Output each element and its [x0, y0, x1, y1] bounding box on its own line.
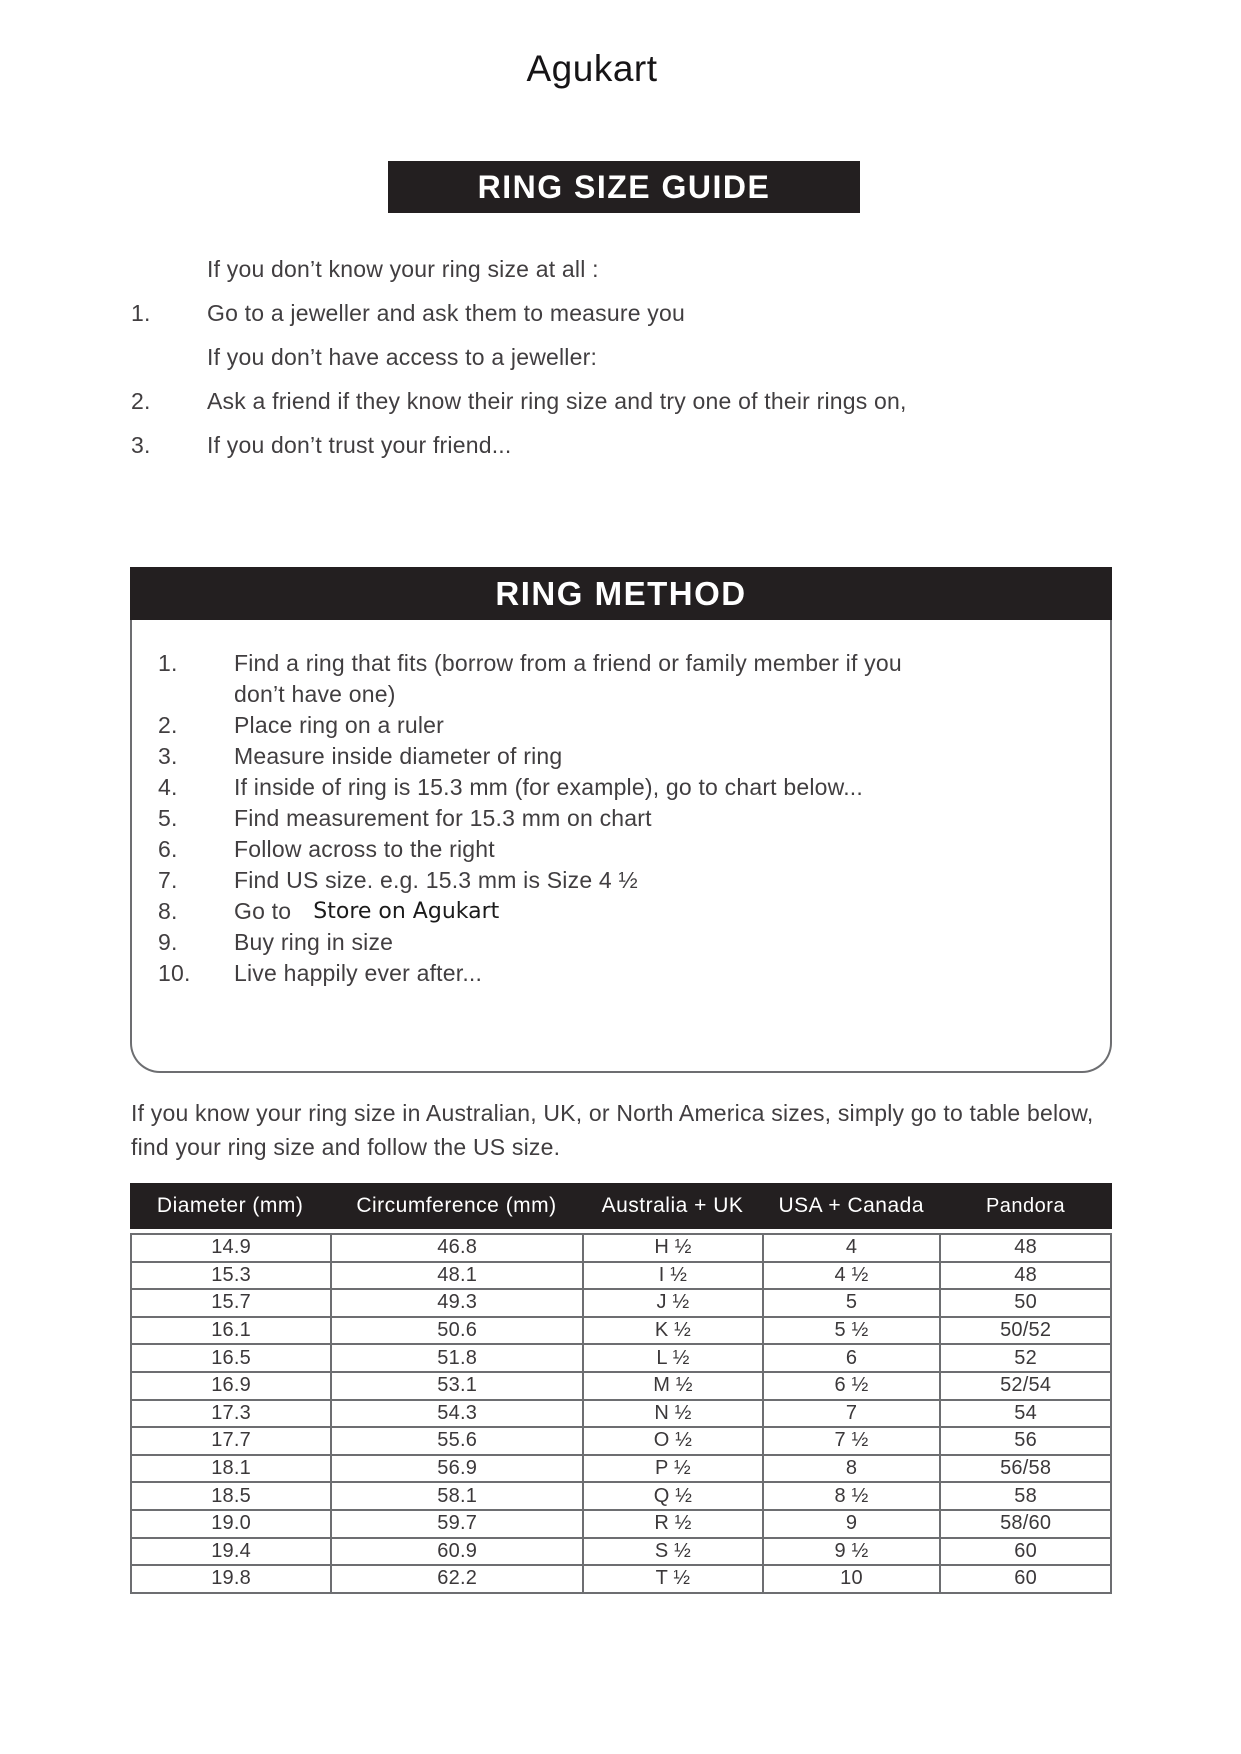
table-cell: 16.5 — [131, 1344, 331, 1372]
step-text: Place ring on a ruler — [234, 712, 445, 738]
step-number: 1. — [158, 650, 178, 676]
table-cell: 5 — [763, 1289, 941, 1317]
table-grid — [130, 1233, 1112, 1594]
table-body — [131, 1234, 1111, 1593]
table-cell: 4 ½ — [763, 1262, 941, 1290]
line-number — [131, 344, 207, 371]
table-row — [131, 1400, 1111, 1428]
table-row — [131, 1344, 1111, 1372]
table-cell: 8 — [763, 1455, 941, 1483]
intro-line — [131, 256, 1121, 283]
step-number: 8. — [158, 898, 178, 924]
table-cell: N ½ — [583, 1400, 763, 1428]
table-cell: 56 — [940, 1427, 1111, 1455]
step-number: 7. — [158, 867, 178, 893]
table-cell: 48 — [940, 1234, 1111, 1262]
method-steps — [130, 620, 1112, 1073]
table-row — [131, 1565, 1111, 1593]
table-row — [131, 1372, 1111, 1400]
table-cell: R ½ — [583, 1510, 763, 1538]
line-text: Ask a friend if they know their ring size and try one of their rings on, — [207, 388, 907, 414]
table-cell: J ½ — [583, 1289, 763, 1317]
line-number: 2. — [131, 388, 151, 414]
step-text: Live happily ever after... — [234, 960, 483, 986]
step-number: 2. — [158, 712, 178, 738]
store-link-text: Store on Agukart — [313, 899, 500, 924]
table-cell: 14.9 — [131, 1234, 331, 1262]
step-text: Buy ring in size — [234, 929, 394, 955]
table-row — [131, 1538, 1111, 1566]
table-cell: L ½ — [583, 1344, 763, 1372]
step-number: 4. — [158, 774, 178, 800]
table-cell: 56.9 — [331, 1455, 583, 1483]
step-text: Find a ring that fits (borrow from a friend or family member if you don’t have one) — [234, 650, 902, 707]
line-text: If you don’t know your ring size at all : — [207, 256, 599, 282]
table-cell: 50/52 — [940, 1317, 1111, 1345]
table-cell: 4 — [763, 1234, 941, 1262]
table-cell: P ½ — [583, 1455, 763, 1483]
intro-line — [131, 344, 1121, 371]
method-step — [158, 741, 1080, 772]
table-cell: 55.6 — [331, 1427, 583, 1455]
brand-title: Agukart — [526, 48, 658, 89]
table-cell: 58/60 — [940, 1510, 1111, 1538]
line-text: If you don’t trust your friend... — [207, 432, 512, 458]
method-step — [158, 865, 1080, 896]
table-cell: 18.1 — [131, 1455, 331, 1483]
header-cell: USA + Canada — [778, 1194, 924, 1217]
table-cell: 7 — [763, 1400, 941, 1428]
table-cell: 59.7 — [331, 1510, 583, 1538]
step-text: Find US size. e.g. 15.3 mm is Size 4 ½ — [234, 867, 638, 893]
table-cell: I ½ — [583, 1262, 763, 1290]
line-text: If you don’t have access to a jeweller: — [207, 344, 598, 370]
table-cell: 10 — [763, 1565, 941, 1593]
step-text: Follow across to the right — [234, 836, 495, 862]
table-cell: 58 — [940, 1482, 1111, 1510]
intro-line — [131, 432, 1121, 459]
table-cell: 16.1 — [131, 1317, 331, 1345]
step-number: 6. — [158, 836, 178, 862]
table-cell: 62.2 — [331, 1565, 583, 1593]
table-cell: 60 — [940, 1538, 1111, 1566]
table-cell: 46.8 — [331, 1234, 583, 1262]
step-text: Go to — [234, 898, 292, 924]
table-cell: H ½ — [583, 1234, 763, 1262]
table-cell: 50.6 — [331, 1317, 583, 1345]
table-cell: 53.1 — [331, 1372, 583, 1400]
table-cell: 48.1 — [331, 1262, 583, 1290]
table-row — [131, 1455, 1111, 1483]
table-cell: K ½ — [583, 1317, 763, 1345]
table-cell: Q ½ — [583, 1482, 763, 1510]
line-number: 1. — [131, 300, 151, 326]
table-row — [131, 1317, 1111, 1345]
table-cell: M ½ — [583, 1372, 763, 1400]
table-cell: 48 — [940, 1262, 1111, 1290]
table-cell: 56/58 — [940, 1455, 1111, 1483]
table-cell: 51.8 — [331, 1344, 583, 1372]
table-cell: 50 — [940, 1289, 1111, 1317]
table-cell: 8 ½ — [763, 1482, 941, 1510]
line-number: 3. — [131, 432, 151, 458]
ring-method-box — [130, 567, 1112, 1073]
header-cell: Diameter (mm) — [156, 1194, 304, 1217]
table-row — [131, 1427, 1111, 1455]
table-cell: 16.9 — [131, 1372, 331, 1400]
table-cell: 19.8 — [131, 1565, 331, 1593]
step-number: 10. — [158, 960, 191, 986]
method-step — [158, 834, 1080, 865]
table-row — [131, 1510, 1111, 1538]
method-step — [158, 772, 1080, 803]
line-number — [131, 256, 207, 283]
header-cell: Circumference (mm) — [356, 1194, 557, 1217]
intro-line — [131, 388, 1121, 415]
table-cell: 19.0 — [131, 1510, 331, 1538]
step-number: 3. — [158, 743, 178, 769]
table-cell: 54.3 — [331, 1400, 583, 1428]
table-cell: 18.5 — [131, 1482, 331, 1510]
table-cell: 7 ½ — [763, 1427, 941, 1455]
intro-line — [131, 300, 1121, 327]
table-cell: 17.3 — [131, 1400, 331, 1428]
table-cell: 15.3 — [131, 1262, 331, 1290]
table-cell: 5 ½ — [763, 1317, 941, 1345]
table-cell: 60 — [940, 1565, 1111, 1593]
step-number: 5. — [158, 805, 178, 831]
table-row — [131, 1262, 1111, 1290]
table-cell: O ½ — [583, 1427, 763, 1455]
ring-size-guide-banner: RING SIZE GUIDE — [388, 161, 860, 213]
method-step — [158, 896, 1080, 927]
line-text: Go to a jeweller and ask them to measure you — [207, 300, 685, 326]
step-text: Find measurement for 15.3 mm on chart — [234, 805, 652, 831]
table-cell: 49.3 — [331, 1289, 583, 1317]
ring-size-table — [130, 1183, 1112, 1594]
table-cell: 52/54 — [940, 1372, 1111, 1400]
table-cell: 17.7 — [131, 1427, 331, 1455]
header-cell: Australia + UK — [601, 1194, 744, 1217]
table-intro-paragraph: If you know your ring size in Australian, UK, or North America sizes, simply go to table below, find your ring size and follow the US size. — [131, 1100, 1094, 1160]
table-cell: 60.9 — [331, 1538, 583, 1566]
table-cell: 52 — [940, 1344, 1111, 1372]
table-cell: 15.7 — [131, 1289, 331, 1317]
table-row — [131, 1289, 1111, 1317]
method-step — [158, 927, 1080, 958]
method-step — [158, 710, 1080, 741]
header-cell: Pandora — [985, 1194, 1066, 1217]
method-step — [158, 648, 1080, 710]
table-cell: 19.4 — [131, 1538, 331, 1566]
table-cell: 6 ½ — [763, 1372, 941, 1400]
table-cell: 54 — [940, 1400, 1111, 1428]
table-cell: 58.1 — [331, 1482, 583, 1510]
table-row — [131, 1234, 1111, 1262]
intro-section — [131, 256, 1121, 476]
table-cell: 6 — [763, 1344, 941, 1372]
step-text: If inside of ring is 15.3 mm (for example), go to chart below... — [234, 774, 863, 800]
table-row — [131, 1482, 1111, 1510]
table-cell: 9 — [763, 1510, 941, 1538]
table-cell: 9 ½ — [763, 1538, 941, 1566]
step-text: Measure inside diameter of ring — [234, 743, 563, 769]
step-number: 9. — [158, 929, 178, 955]
method-step — [158, 958, 1080, 989]
table-cell: T ½ — [583, 1565, 763, 1593]
table-cell: S ½ — [583, 1538, 763, 1566]
table-header-row — [130, 1183, 1112, 1229]
ring-method-banner: RING METHOD — [130, 567, 1112, 620]
method-step — [158, 803, 1080, 834]
